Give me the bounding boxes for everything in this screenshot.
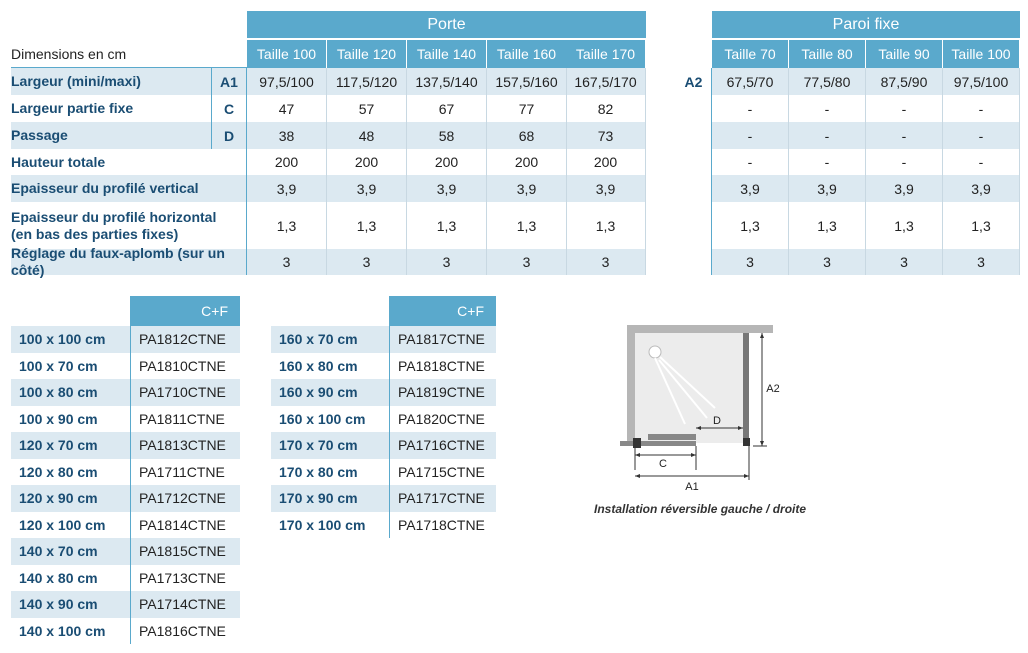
porte-cell: 1,3 <box>407 202 487 249</box>
porte-cell: 57 <box>327 95 407 122</box>
row-label <box>0 202 246 249</box>
ref-code: PA1717CTNE <box>398 490 485 507</box>
ref-size: 100 x 70 cm <box>19 357 98 374</box>
ref-code: PA1714CTNE <box>139 596 226 613</box>
paroi-cell: 1,3 <box>866 202 943 249</box>
ref1-divider <box>130 296 131 644</box>
porte-cell: 200 <box>566 149 646 175</box>
ref-code: PA1815CTNE <box>139 543 226 560</box>
porte-cell: 200 <box>247 149 327 175</box>
porte-cell: 3,9 <box>407 175 487 202</box>
porte-cell: 137,5/140 <box>407 68 487 95</box>
right-divider <box>711 68 712 275</box>
paroi-cell: - <box>712 122 789 149</box>
porte-cell: 67 <box>407 95 487 122</box>
ref-code: PA1812CTNE <box>139 331 226 348</box>
paroi-size-header: Taille 100 <box>943 40 1020 68</box>
paroi-cell: 3 <box>712 249 789 275</box>
ref-size: 120 x 70 cm <box>19 437 98 454</box>
porte-cell: 48 <box>327 122 407 149</box>
porte-size-header: Taille 120 <box>327 40 407 68</box>
paroi-cell: 3,9 <box>866 175 943 202</box>
ref-size: 160 x 80 cm <box>279 357 358 374</box>
ref-code: PA1713CTNE <box>139 569 226 586</box>
label-c: C <box>659 458 667 470</box>
paroi-cell: 3 <box>866 249 943 275</box>
porte-cell: 3 <box>247 249 327 275</box>
label-a1: A1 <box>685 481 699 493</box>
ref-code: PA1811CTNE <box>139 410 225 427</box>
porte-size-header: Taille 100 <box>247 40 327 68</box>
paroi-size-header: Taille 70 <box>712 40 789 68</box>
porte-cell: 1,3 <box>566 202 646 249</box>
ref-code: PA1810CTNE <box>139 357 226 374</box>
porte-cell: 1,3 <box>247 202 327 249</box>
porte-cell: 200 <box>407 149 487 175</box>
porte-cell: 167,5/170 <box>566 68 646 95</box>
ref-code: PA1818CTNE <box>398 357 485 374</box>
porte-cell: 3,9 <box>566 175 646 202</box>
paroi-cell: 77,5/80 <box>789 68 866 95</box>
porte-cell: 3 <box>327 249 407 275</box>
row-label-text: Epaisseur du profilé horizontal <box>11 208 217 225</box>
ref-size: 170 x 70 cm <box>279 437 358 454</box>
ref-size: 160 x 100 cm <box>279 410 366 427</box>
porte-group-header: Porte <box>247 11 646 38</box>
paroi-cell: 1,3 <box>789 202 866 249</box>
ref-size: 120 x 80 cm <box>19 463 98 480</box>
row-label-text: Largeur (mini/maxi) <box>11 73 141 89</box>
ref-size: 170 x 100 cm <box>279 516 366 533</box>
ref-code: PA1820CTNE <box>398 410 485 427</box>
porte-cell: 1,3 <box>327 202 407 249</box>
ref-code: PA1814CTNE <box>139 516 226 533</box>
porte-cell: 157,5/160 <box>487 68 567 95</box>
paroi-cell: - <box>789 122 866 149</box>
porte-cell: 38 <box>247 122 327 149</box>
dimensions-label: Dimensions en cm <box>11 46 127 62</box>
porte-cell: 3 <box>566 249 646 275</box>
porte-cell: 3 <box>407 249 487 275</box>
ref-code: PA1715CTNE <box>398 463 485 480</box>
porte-size-header: Taille 140 <box>407 40 487 68</box>
paroi-size-header: Taille 80 <box>789 40 866 68</box>
ref-code: PA1710CTNE <box>139 384 226 401</box>
ref1-header: C+F <box>131 296 240 326</box>
ref-code: PA1711CTNE <box>139 463 225 480</box>
ref-code: PA1712CTNE <box>139 490 226 507</box>
porte-cell: 117,5/120 <box>327 68 407 95</box>
row-label <box>0 95 210 122</box>
ref-size: 170 x 90 cm <box>279 490 358 507</box>
ref-code: PA1819CTNE <box>398 384 485 401</box>
ref-code: PA1716CTNE <box>398 437 485 454</box>
paroi-cell: - <box>943 95 1020 122</box>
porte-cell: 77 <box>487 95 567 122</box>
paroi-cell: 3 <box>789 249 866 275</box>
row-label-text: Largeur partie fixe <box>11 100 134 116</box>
paroi-cell: 3 <box>943 249 1020 275</box>
row-label <box>0 68 210 95</box>
ref-size: 120 x 90 cm <box>19 490 98 507</box>
paroi-size-header: Taille 90 <box>866 40 943 68</box>
row-label <box>0 149 246 175</box>
porte-cell: 3,9 <box>327 175 407 202</box>
ref2-divider <box>389 296 390 538</box>
paroi-cell: - <box>712 95 789 122</box>
paroi-cell: - <box>866 149 943 175</box>
paroi-cell: - <box>866 122 943 149</box>
porte-cell: 200 <box>327 149 407 175</box>
row-code-2: A2 <box>684 73 703 90</box>
paroi-cell: 3,9 <box>943 175 1020 202</box>
porte-size-header: Taille 170 <box>566 40 646 68</box>
ref-size: 160 x 90 cm <box>279 384 358 401</box>
row-label-text-2: (en bas des parties fixes) <box>11 225 179 242</box>
left-divider <box>246 68 247 275</box>
row-label-text: Epaisseur du profilé vertical <box>11 180 199 196</box>
ref-code: PA1816CTNE <box>139 622 226 639</box>
row-label <box>0 245 246 278</box>
porte-cell: 47 <box>247 95 327 122</box>
paroi-cell: - <box>943 122 1020 149</box>
ref-size: 100 x 90 cm <box>19 410 98 427</box>
ref-size: 140 x 90 cm <box>19 596 98 613</box>
porte-cell: 58 <box>407 122 487 149</box>
porte-cell: 3,9 <box>487 175 567 202</box>
row-label-text: Passage <box>11 127 68 143</box>
porte-cell: 82 <box>566 95 646 122</box>
paroi-cell: 1,3 <box>943 202 1020 249</box>
row-code: D <box>211 122 246 149</box>
paroi-cell: 87,5/90 <box>866 68 943 95</box>
paroi-cell: - <box>943 149 1020 175</box>
installation-diagram <box>615 320 785 500</box>
porte-size-header: Taille 160 <box>487 40 567 68</box>
row-code: C <box>211 95 246 122</box>
paroi-cell: 3,9 <box>789 175 866 202</box>
porte-cell: 1,3 <box>487 202 567 249</box>
diagram-caption: Installation réversible gauche / droite <box>594 502 807 516</box>
paroi-cell: - <box>789 149 866 175</box>
paroi-cell: 67,5/70 <box>712 68 789 95</box>
paroi-cell: 1,3 <box>712 202 789 249</box>
porte-cell: 68 <box>487 122 567 149</box>
paroi-cell: - <box>866 95 943 122</box>
ref-size: 120 x 100 cm <box>19 516 106 533</box>
row-label <box>0 175 246 202</box>
paroi-cell: - <box>789 95 866 122</box>
row-code: A1 <box>211 68 246 95</box>
label-d: D <box>713 415 721 427</box>
ref-size: 100 x 80 cm <box>19 384 98 401</box>
ref-code: PA1817CTNE <box>398 331 485 348</box>
ref-size: 140 x 80 cm <box>19 569 98 586</box>
row-label-text: Réglage du faux-aplomb (sur un côté) <box>11 245 225 278</box>
ref-size: 140 x 70 cm <box>19 543 98 560</box>
porte-cell: 200 <box>487 149 567 175</box>
ref-code: PA1813CTNE <box>139 437 226 454</box>
ref2-header: C+F <box>390 296 496 326</box>
row-label-text: Hauteur totale <box>11 153 106 170</box>
paroi-cell: 97,5/100 <box>943 68 1020 95</box>
ref-size: 140 x 100 cm <box>19 622 106 639</box>
porte-cell: 3 <box>487 249 567 275</box>
porte-cell: 97,5/100 <box>247 68 327 95</box>
porte-cell: 73 <box>566 122 646 149</box>
paroi-group-header: Paroi fixe <box>712 11 1020 38</box>
porte-cell: 3,9 <box>247 175 327 202</box>
row-label <box>0 122 210 149</box>
label-a2: A2 <box>766 383 780 395</box>
ref-size: 100 x 100 cm <box>19 331 106 348</box>
ref-code: PA1718CTNE <box>398 516 485 533</box>
paroi-cell: 3,9 <box>712 175 789 202</box>
ref-size: 160 x 70 cm <box>279 331 358 348</box>
ref-size: 170 x 80 cm <box>279 463 358 480</box>
paroi-cell: - <box>712 149 789 175</box>
